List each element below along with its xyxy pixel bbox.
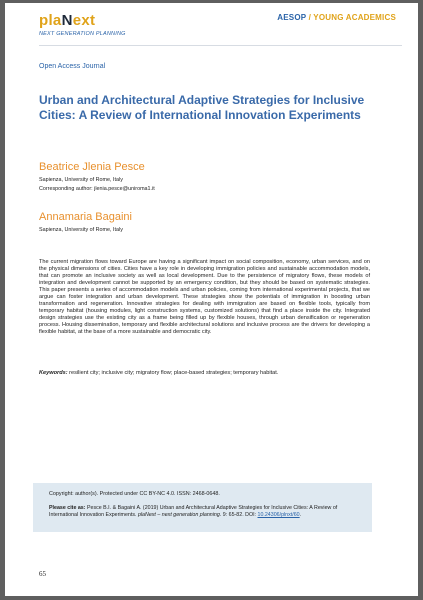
logo-n: N [61, 12, 73, 29]
header-divider [39, 45, 402, 46]
logo-tagline: NEXT GENERATION PLANNING [39, 31, 126, 37]
page-number: 65 [39, 570, 46, 578]
doi-link[interactable]: 10.24306/plnxt/60 [257, 511, 300, 518]
keywords-text: resilient city; inclusive city; migratory flow; place-based strategies; temporary habitat. [67, 370, 279, 376]
journal-header [5, 3, 418, 49]
association-label [277, 13, 396, 22]
cite-tail: . 9: 65-82. DOI: [219, 511, 258, 518]
cite-text: Pesce B.I. & Bagaini A. (2019) Urban and Architectural Adaptive Strategies for Inclusive Cities: A Review of International Innovation Experiments. [49, 505, 338, 518]
copyright-notice: Copyright: author(s). Protected under CC BY-NC 4.0. ISSN: 2468-0648. [49, 491, 220, 497]
cite-end: . [299, 511, 302, 518]
article-title: Urban and Architectural Adaptive Strategies for Inclusive Cities: A Review of International Innovation Experiments [39, 93, 365, 122]
association-rest: / YOUNG ACADEMICS [306, 13, 396, 22]
logo-suffix: ext [72, 12, 96, 29]
corresponding-author: Corresponding author: jlenia.pesce@uniroma1.it [39, 186, 155, 192]
author-affiliation-2: Sapienza, University of Rome, Italy [39, 227, 123, 233]
abstract-text: The current migration flows toward Europe are having a significant impact on social composition, economy, urban services, and on the physical dimensions of cities. Cities have a key role in developing immigration policies and sustainable accommodation models, that can promote an inclusive society as well as local development. Due to the persistence of migratory flows, these models of integration and development cannot be supported by an emergency condition, but they should be based on systematic strategies. This paper presents a series of accommodation models and urban policies, coming from international experimental projects, that we argue can foster integration and urban development. These strategies show the potentials of immigration in boosting urban transformation and regeneration. Innovative strategies for dealing with immigration are based on flexible tools, typically from temporary habitat (housing modules, light construction systems, customized solutions) that find a place inside the city. Integrated design strategies use the existing city as a frame being filled up by flexible houses, through urban densification or regeneration process. Housing dissemination, temporary and flexible architectural solutions and inclusive process are the drivers for developing a flexible habitat, at the base of a more sustainable and democratic city. [39, 259, 370, 335]
citation [49, 505, 360, 519]
author-name-2: Annamaria Bagaini [39, 211, 132, 223]
association-aesop: AESOP [277, 13, 307, 22]
keywords [39, 370, 370, 377]
cite-label: Please cite as: [49, 505, 86, 511]
cite-journal: plaNext – next generation planning [137, 511, 220, 518]
journal-page [5, 3, 418, 596]
author-affiliation-1: Sapienza, University of Rome, Italy [39, 177, 123, 183]
section-label: Open Access Journal [39, 63, 106, 70]
keywords-label: Keywords: [39, 370, 68, 376]
citation-info-box [33, 483, 372, 532]
logo-prefix: pla [39, 12, 62, 29]
author-name-1: Beatrice Jlenia Pesce [39, 161, 145, 173]
planext-logo [39, 12, 95, 29]
